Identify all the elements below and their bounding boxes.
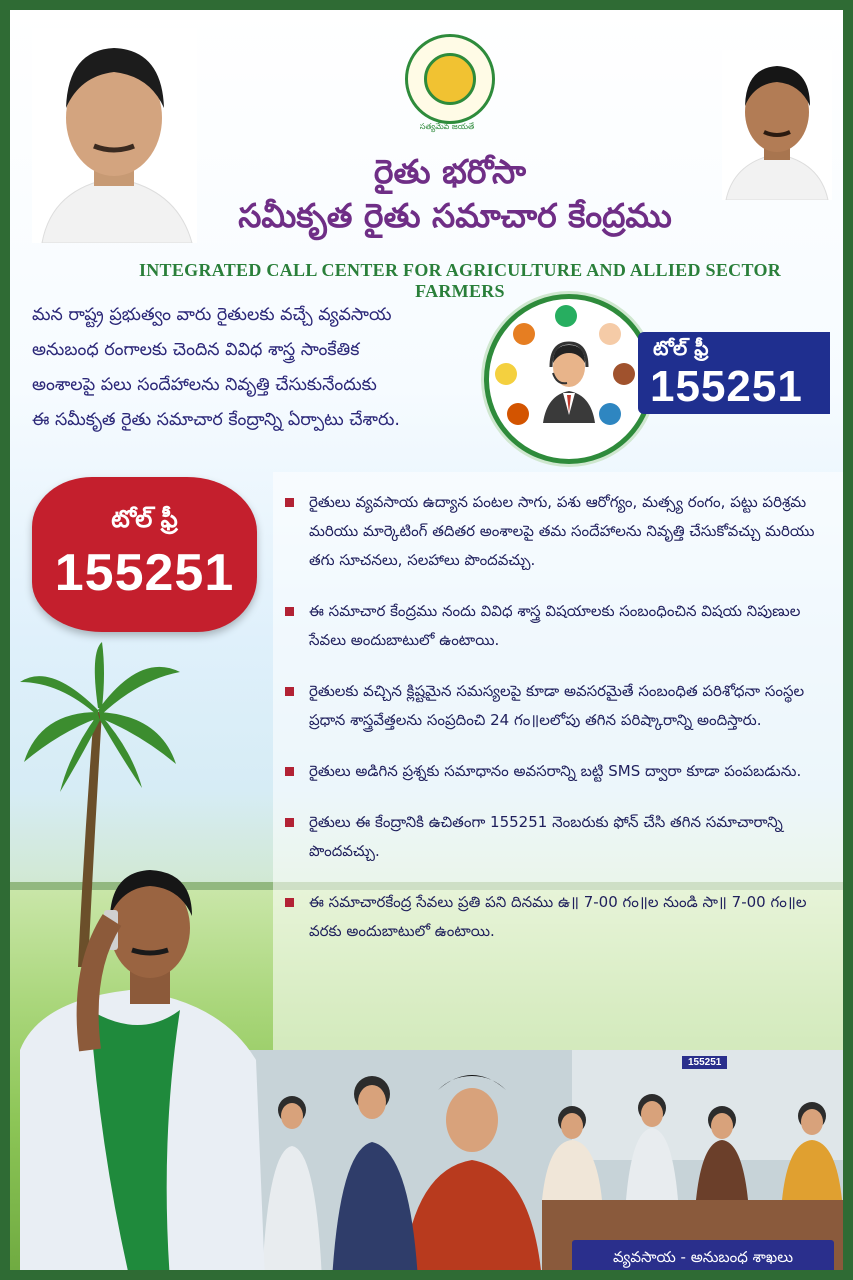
vegetable-icon bbox=[599, 403, 621, 425]
badge-label: టోల్ ఫ్రీ bbox=[111, 505, 178, 533]
call-center-circle-graphic bbox=[484, 294, 654, 464]
emblem-center bbox=[424, 53, 476, 105]
intro-line: అనుబంధ రంగాలకు చెందిన వివిధ శాస్త్ర సాంకేతిక bbox=[32, 340, 360, 360]
service-bullet-list bbox=[285, 488, 833, 968]
badge-number: 155251 bbox=[54, 544, 235, 602]
bullet-text: రైతులు వ్యవసాయ ఉద్యాన పంటల సాగు, పశు ఆరోగ్యం, మత్స్య రంగం, పట్టు పరిశ్రమ మరియు మార్కెటింగ్ తదితర అంశాలపై తమ సందేహాలను నివృత్తి చేసుకోవచ్చు మరియు తగు సూచనలు, సలహాలు పొందవచ్చు. bbox=[309, 493, 815, 569]
bullet-text: రైతులకు వచ్చిన క్లిష్టమైన సమస్యలపై కూడా అవసరమైతే సంబంధిత పరిశోధనా సంస్థల ప్రధాన శాస్త్రవేత్తలను సంప్రదించి 24 గం॥లలోపు తగిన పరిష్కారాన్ని అందిస్తారు. bbox=[309, 682, 805, 729]
bullet-item bbox=[285, 888, 833, 946]
bullet-item bbox=[285, 597, 833, 655]
toll-free-badge bbox=[32, 477, 257, 632]
state-emblem bbox=[405, 34, 495, 124]
bullet-text: రైతులు అడిగిన ప్రశ్నకు సమాధానం అవసరాన్ని బట్టి SMS ద్వారా కూడా పంపబడును. bbox=[309, 762, 802, 780]
bullet-item bbox=[285, 488, 833, 575]
bullet-text: ఈ సమాచార కేంద్రము నందు వివిధ శాస్త్ర విషయాలకు సంబంధించిన విషయ నిపుణుల సేవలు అందుబాటులో ఉంటాయి. bbox=[309, 602, 801, 649]
leader-portrait-right bbox=[722, 50, 832, 200]
bullet-square-icon bbox=[285, 687, 294, 696]
intro-line: ఈ సమీకృత రైతు సమాచార కేంద్రాన్ని ఏర్పాటు చేశారు. bbox=[32, 410, 400, 430]
emblem-caption: సత్యమేవ జయతే bbox=[419, 122, 475, 131]
bullet-text: ఈ సమాచారకేంద్ర సేవలు ప్రతి పని దినము ఉ॥ 7-00 గం॥ల నుండి సా॥ 7-00 గం॥ల వరకు అందుబాటులో ఉంటాయి. bbox=[309, 893, 807, 940]
subtitle-english: INTEGRATED CALL CENTER FOR AGRICULTURE AND ALLIED SECTOR FARMERS bbox=[138, 260, 782, 301]
bullet-item bbox=[285, 808, 833, 866]
toll-free-box bbox=[638, 332, 830, 414]
crop-icon bbox=[555, 305, 577, 327]
wall-number-sign: 155251 bbox=[682, 1056, 727, 1069]
title-line-2: సమీకృత రైతు సమాచార కేంద్రము bbox=[238, 196, 672, 235]
title-line-1: రైతు భరోసా bbox=[373, 152, 527, 191]
farmer-icon bbox=[599, 323, 621, 345]
bullet-square-icon bbox=[285, 898, 294, 907]
bullet-square-icon bbox=[285, 498, 294, 507]
fish-icon bbox=[513, 323, 535, 345]
bullet-item bbox=[285, 757, 833, 786]
bullet-text: రైతులు ఈ కేంద్రానికి ఉచితంగా 155251 నెంబరుకు ఫోన్ చేసి తగిన సమాచారాన్ని పొందవచ్చు. bbox=[309, 813, 783, 860]
footer-department-label: వ్యవసాయ - అనుబంధ శాఖలు bbox=[572, 1240, 834, 1274]
silk-icon bbox=[507, 403, 529, 425]
intro-line: అంశాలపై పలు సందేహాలను నివృత్తి చేసుకునేందుకు bbox=[32, 375, 377, 395]
bullet-square-icon bbox=[285, 767, 294, 776]
call-agent-icon bbox=[539, 335, 599, 423]
bullet-square-icon bbox=[285, 607, 294, 616]
farmer-on-phone-photo bbox=[20, 850, 265, 1280]
bullet-item bbox=[285, 677, 833, 735]
grain-icon bbox=[495, 363, 517, 385]
toll-free-label: టోల్ ఫ్రీ bbox=[653, 336, 709, 360]
toll-free-number: 155251 bbox=[650, 362, 803, 411]
intro-paragraph bbox=[32, 298, 487, 438]
bullet-square-icon bbox=[285, 818, 294, 827]
intro-line: మన రాష్ట్ర ప్రభుత్వం వారు రైతులకు వచ్చే వ్యవసాయ bbox=[32, 305, 392, 325]
livestock-icon bbox=[613, 363, 635, 385]
leader-portrait-left bbox=[32, 28, 197, 243]
